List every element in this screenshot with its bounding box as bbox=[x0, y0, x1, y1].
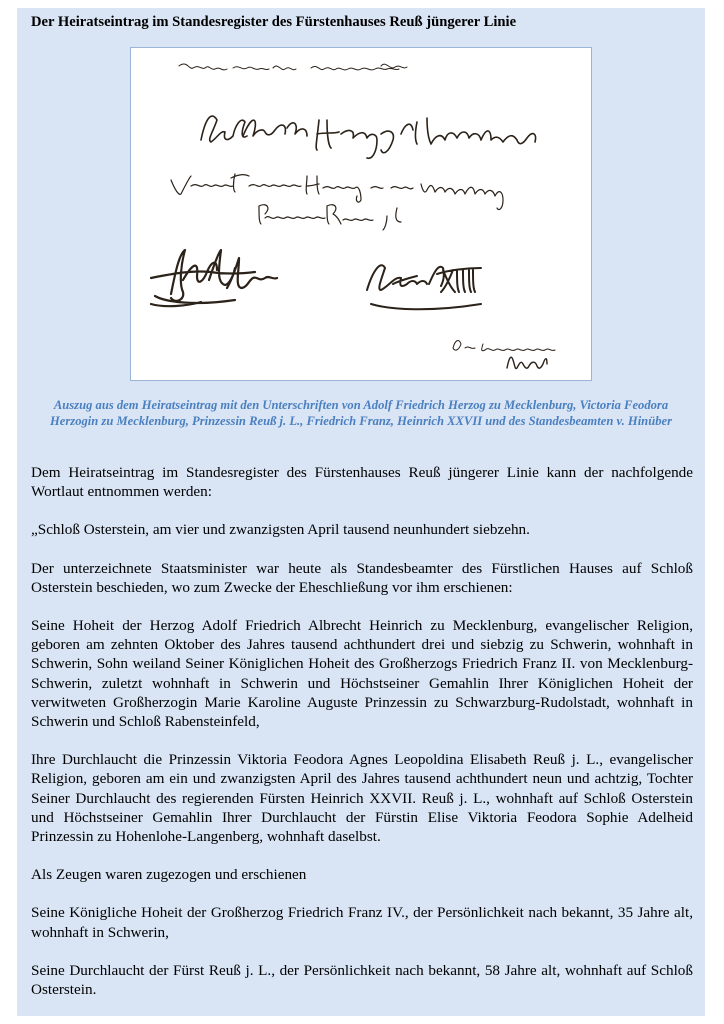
paragraph-intro: Dem Heiratseintrag im Standesregister des Fürstenhauses Reuß jüngerer Linie kann der nachfolgende Wortlaut entnommen werden: bbox=[31, 464, 693, 501]
image-caption: Auszug aus dem Heiratseintrag mit den Unterschriften von Adolf Friedrich Herzog zu Mecklenburg, Victoria Feodora Herzogin zu Mecklenburg, Prinzessin Reuß j. L., Friedrich Franz, Heinrich XXVII und des Standesbeamten v. Hinüber bbox=[50, 398, 672, 428]
paragraph-official: Der unterzeichnete Staatsminister war heute als Standesbeamter des Fürstlichen Hauses auf Schloß Osterstein beschieden, wo zum Zwecke der Eheschließung vor ihm erschienen: bbox=[31, 559, 693, 596]
paragraph-place-date: „Schloß Osterstein, am vier und zwanzigsten April tausend neunhundert siebzehn. bbox=[31, 521, 530, 539]
document-body bbox=[31, 463, 693, 999]
paragraph-groom: Seine Hoheit der Herzog Adolf Friedrich Albrecht Heinrich zu Mecklenburg, evangelischer Religion, geboren am zehnten Oktober des Jahres tausend achthundert drei und siebzig zu Schwerin, wohnhaft in Schwerin, Sohn weiland Seiner Königlichen Hoheit des Großherzogs Friedrich Franz II. von Mecklenburg-Schwerin, zuletzt wohnhaft in Schwerin und Höchstseiner Gemahlin Ihrer Königlichen Hoheit der verwitweten Großherzogin Marie Karoline Auguste Prinzessin zu Schwarzburg-Rudolstadt, wohnhaft in Schwerin und Schloß Rabensteinfeld, bbox=[31, 617, 693, 731]
paragraph-bride: Ihre Durchlaucht die Prinzessin Viktoria Feodora Agnes Leopoldina Elisabeth Reuß j. L., evangelischer Religion, geboren am ein und zwanzigsten April des Jahres tausend achthundert neun und achtzig, Tochter Seiner Durchlaucht des regierenden Fürsten Heinrich XXVII. Reuß j. L., wohnhaft auf Schloß Osterstein und Höchstseiner Gemahlin Ihrer Durchlaucht der Fürstin Elise Viktoria Feodora Sophie Adelheid Prinzessin zu Hohenlohe-Langenberg, wohnhaft daselbst. bbox=[31, 751, 693, 846]
document-page bbox=[17, 8, 705, 1016]
handwritten-signatures bbox=[131, 48, 591, 380]
paragraph-witness-1: Seine Königliche Hoheit der Großherzog Friedrich Franz IV., der Persönlichkeit nach bekannt, 35 Jahre alt, wohnhaft in Schwerin, bbox=[31, 904, 693, 941]
paragraph-witnesses-intro: Als Zeugen waren zugezogen und erschienen bbox=[31, 866, 307, 884]
paragraph-witness-2: Seine Durchlaucht der Fürst Reuß j. L., der Persönlichkeit nach bekannt, 58 Jahre alt, wohnhaft auf Schloß Osterstein. bbox=[31, 961, 693, 999]
signature-image bbox=[130, 47, 592, 381]
page-title: Der Heiratseintrag im Standesregister des Fürstenhauses Reuß jüngerer Linie bbox=[31, 14, 517, 30]
